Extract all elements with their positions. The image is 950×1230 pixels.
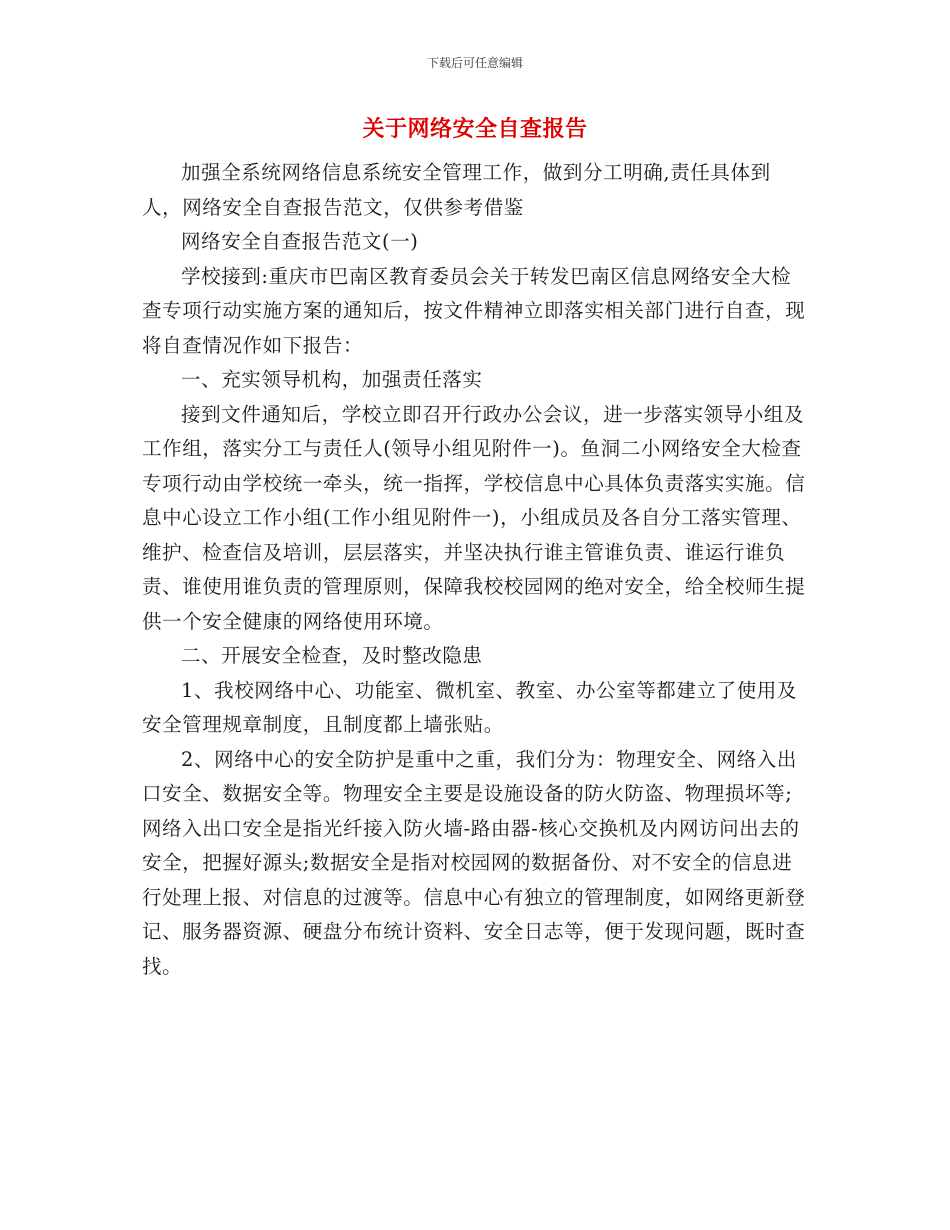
document-title: 关于网络安全自查报告 [362, 117, 588, 142]
paragraph-sample-heading: 网络安全自查报告范文(一) [181, 230, 419, 253]
header-note: 下载后可任意编辑 [426, 56, 523, 70]
document-body [142, 156, 808, 984]
paragraph-leadership: 接到文件通知后，学校立即召开行政办公会议，进一步落实领导小组及工作组，落实分工与责任人(领导小组见附件一)。鱼洞二小网络安全大检查专项行动由学校统一牵头，统一指挥，学校信息中心具体负责落实实施。信息中心设立工作小组(工作小组见附件一)，小组成员及各自分工落实管理、维护、检查信及培训，层层落实，并坚决执行谁主管谁负责、谁运行谁负责、谁使用谁负责的管理原则，保障我校校园网的绝对安全，给全校师生提供一个安全健康的网络使用环境。 [142, 402, 806, 633]
paragraph-notice: 学校接到:重庆市巴南区教育委员会关于转发巴南区信息网络安全大检查专项行动实施方案的通知后，按文件精神立即落实相关部门进行自查，现将自查情况作如下报告： [142, 264, 806, 357]
paragraph-intro: 加强全系统网络信息系统安全管理工作，做到分工明确,责任具体到人，网络安全自查报告范文，仅供参考借鉴 [142, 161, 771, 219]
section-heading-1: 一、充实领导机构，加强责任落实 [181, 368, 483, 391]
paragraph-item-1: 1、我校网络中心、功能室、微机室、教室、办公室等都建立了使用及安全管理规章制度，且制度都上墙张贴。 [142, 678, 798, 736]
section-heading-2: 二、开展安全检查，及时整改隐患 [181, 644, 483, 667]
paragraph-item-2: 2、网络中心的安全防护是重中之重，我们分为：物理安全、网络入出口安全、数据安全等。物理安全主要是设施设备的防火防盗、物理损坏等;网络入出口安全是指光纤接入防火墙-路由器-核心交换机及内网访问出去的安全，把握好源头;数据安全是指对校园网的数据备份、对不安全的信息进行处理上报、对信息的过渡等。信息中心有独立的管理制度，如网络更新登记、服务器资源、硬盘分布统计资料、安全日志等，便于发现问题，既时查找。 [142, 747, 806, 978]
